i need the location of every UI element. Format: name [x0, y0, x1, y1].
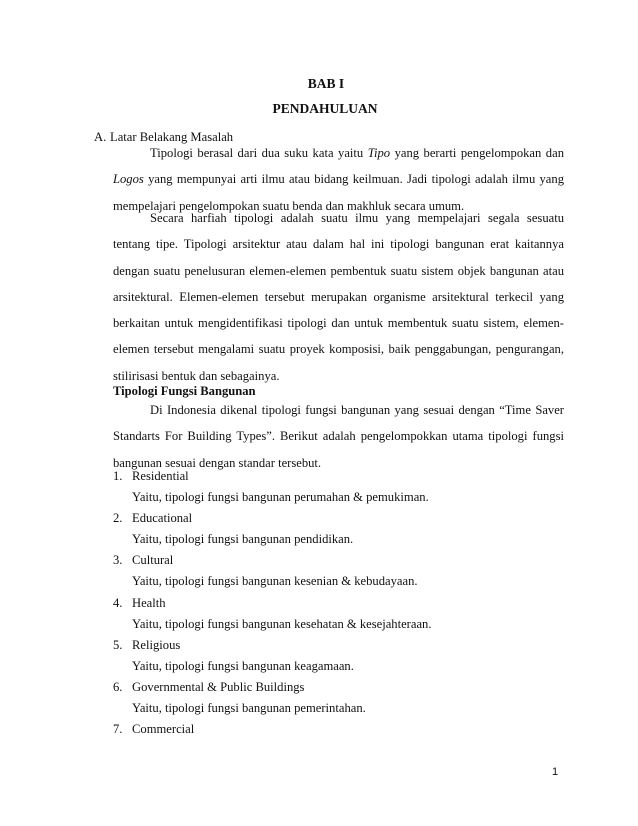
paragraph-1-text-after: yang mempunyai arti ilmu atau bidang keilmuan. Jadi tipologi adalah ilmu yang mempelajari pengelompokan suatu benda dan makhluk secara umum. [113, 172, 564, 213]
section-marker: A. [94, 130, 107, 144]
list-description: Yaitu, tipologi fungsi bangunan kesenian & kebudayaan. [132, 574, 418, 589]
list-description: Yaitu, tipologi fungsi bangunan kesehatan & kesejahteraan. [132, 616, 432, 631]
list-item [113, 466, 564, 508]
list-number: 5. [113, 637, 123, 652]
list-title: Religious [132, 637, 181, 652]
list-title: Commercial [132, 722, 195, 737]
paragraph-1-term-tipo: Tipo [367, 146, 391, 160]
list-number: 3. [113, 553, 123, 568]
paragraph-1-term-logos: Logos [113, 172, 144, 187]
chapter-number: BAB I [307, 76, 345, 91]
list-number: 4. [113, 595, 123, 610]
section-title: Latar Belakang Masalah [110, 130, 234, 144]
list-number: 1. [113, 469, 123, 483]
page-number: 1 [552, 766, 559, 778]
paragraph-3 [113, 371, 564, 476]
function-type-list [113, 466, 564, 761]
subsection-title: Tipologi Fungsi Bangunan [113, 384, 256, 398]
list-item [113, 719, 564, 761]
list-title: Cultural [132, 553, 174, 568]
list-description: Yaitu, tipologi fungsi bangunan pendidikan. [132, 532, 354, 547]
list-description: Yaitu, tipologi fungsi bangunan keagamaan. [132, 658, 354, 673]
list-item [113, 593, 564, 635]
list-description: Yaitu, tipologi fungsi bangunan pemerintahan. [132, 700, 366, 715]
paragraph-2 [113, 205, 564, 389]
list-item [113, 677, 564, 719]
list-title: Educational [132, 511, 193, 526]
chapter-title: PENDAHULUAN [272, 101, 378, 116]
list-title: Health [132, 595, 166, 610]
list-number: 6. [113, 679, 123, 694]
list-number: 2. [113, 511, 123, 526]
list-item [113, 550, 564, 592]
list-title: Governmental & Public Buildings [132, 679, 305, 694]
paragraph-1-text-before: Tipologi berasal dari dua suku kata yaitu [150, 146, 368, 160]
list-title: Residential [132, 469, 189, 483]
paragraph-3-text: Di Indonesia dikenal tipologi fungsi bangunan yang sesuai dengan “Time Saver Standarts For Building Types”. Berikut adalah pengelompokkan utama tipologi fungsi bangunan sesuai dengan standar tersebut. [113, 403, 564, 470]
list-item [113, 508, 564, 550]
paragraph-1-text-middle: yang berarti pengelompokan dan [390, 146, 564, 160]
list-item [113, 635, 564, 677]
list-number: 7. [113, 722, 123, 737]
paragraph-2-text: Secara harfiah tipologi adalah suatu ilmu yang mempelajari segala sesuatu tentang tipe. Tipologi arsitektur atau dalam hal ini tipologi bangunan erat kaitannya dengan suatu penelusuran elemen-elemen pembentuk suatu sistem objek bangunan atau arsitektural. Elemen-elemen tersebut merupakan organisme arsitektural terkecil yang berkaitan untuk mengidentifikasi tipologi dan untuk membentuk suatu sistem, elemen-elemen tersebut mengalami suatu proyek komposisi, baik penggabungan, pengurangan, stilirisasi bentuk dan sebagainya. [113, 211, 564, 383]
list-description: Yaitu, tipologi fungsi bangunan perumahan & pemukiman. [132, 490, 429, 504]
